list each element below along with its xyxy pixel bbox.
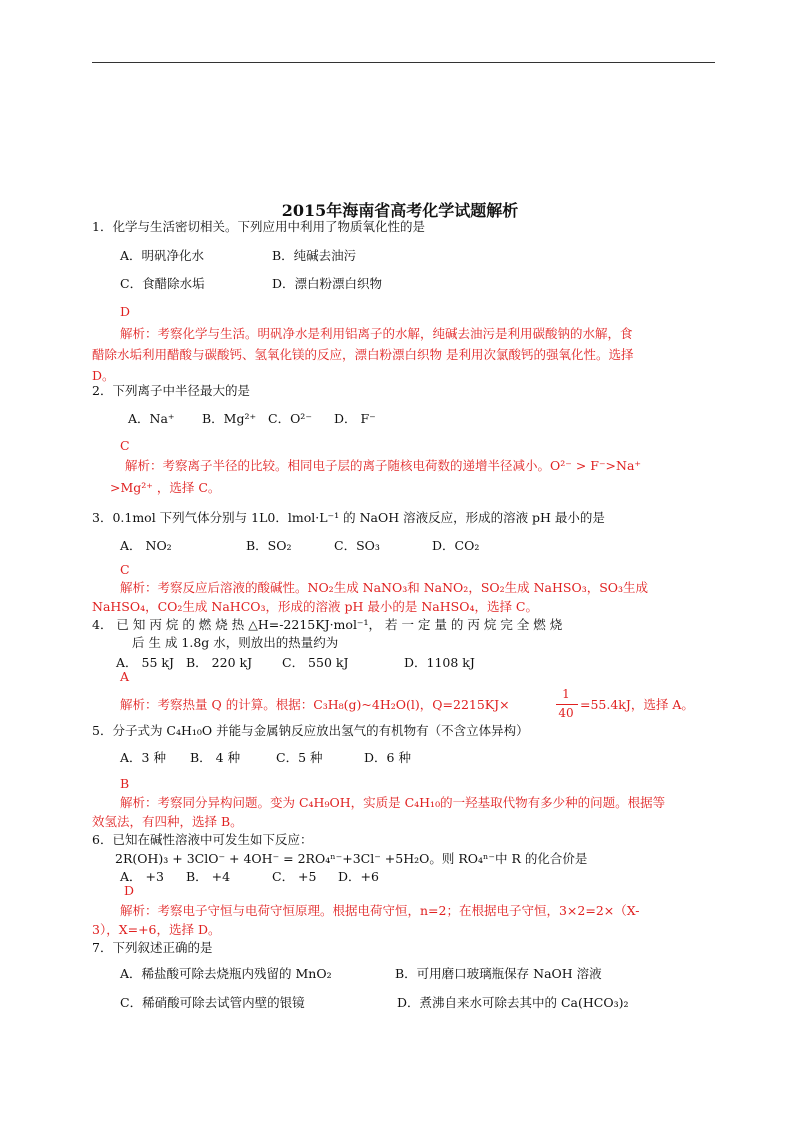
q5-option-a: A．3 种 (120, 750, 166, 765)
q2-option-a: A．Na⁺ (128, 411, 175, 426)
q5-answer: B (120, 776, 130, 791)
q3-explanation-line2: NaHSO₄，CO₂生成 NaHCO₃，形成的溶液 pH 最小的是 NaHSO₄，选择 C。 (92, 599, 538, 614)
q1-explanation-line2: 醋除水垢利用醋酸与碳酸钙、氢氧化镁的反应，漂白粉漂白织物 是利用次氯酸钙的强氧化性。选择 (92, 347, 634, 362)
q5-stem: 5．分子式为 C₄H₁₀O 并能与金属钠反应放出氢气的有机物有（不含立体异构） (92, 723, 529, 738)
q6-option-c: C． +5 (272, 869, 317, 884)
q1-option-b: B．纯碱去油污 (272, 248, 357, 263)
q5-explanation-line2: 效氢法，有四种，选择 B。 (92, 814, 243, 829)
q7-option-c: C．稀硝酸可除去试管内壁的银镜 (120, 995, 305, 1010)
header-rule (92, 62, 715, 63)
q7-option-d: D．煮沸自来水可除去其中的 Ca(HCO₃)₂ (397, 995, 629, 1010)
q3-option-c: C．SO₃ (334, 538, 380, 553)
q6-explanation-line2: 3），X=+6，选择 D。 (92, 922, 221, 937)
q1-answer: D (120, 304, 131, 319)
q2-option-b: B．Mg²⁺ (202, 411, 257, 426)
q6-answer: D (124, 883, 135, 898)
q4-stem-line1: 4． 已 知 丙 烷 的 燃 烧 热 △H=-2215KJ·mol⁻¹， 若 一 定 量 的 丙 烷 完 全 燃 烧 (92, 617, 563, 632)
q6-stem-line1: 6．已知在碱性溶液中可发生如下反应： (92, 832, 313, 847)
q6-option-a: A． +3 (120, 869, 164, 884)
q4-option-c: C． 550 kJ (282, 655, 349, 670)
q1-option-d: D．漂白粉漂白织物 (272, 276, 383, 291)
q2-option-d: D． F⁻ (334, 411, 376, 426)
q7-stem: 7．下列叙述正确的是 (92, 940, 213, 955)
q5-option-b: B． 4 种 (190, 750, 241, 765)
q5-option-d: D．6 种 (364, 750, 411, 765)
q3-option-b: B．SO₂ (246, 538, 292, 553)
q3-option-a: A． NO₂ (120, 538, 172, 553)
page-title: 2015年海南省高考化学试题解析 (281, 201, 519, 220)
q6-explanation-line1: 解析：考察电子守恒与电荷守恒原理。根据电荷守恒，n=2；在根据电子守恒，3×2=2×（X- (120, 903, 640, 918)
q2-explanation-line1: 解析：考察离子半径的比较。相同电子层的离子随核电荷数的递增半径减小。O²⁻ > F⁻>Na⁺ (125, 458, 642, 473)
q2-stem: 2．下列离子中半径最大的是 (92, 383, 250, 398)
q4-answer: A (120, 669, 130, 684)
q7-option-a: A．稀盐酸可除去烧瓶内残留的 MnO₂ (120, 966, 332, 981)
q1-explanation-line3: D。 (92, 368, 115, 383)
q7-option-b: B．可用磨口玻璃瓶保存 NaOH 溶液 (395, 966, 602, 981)
q4-fraction-numerator: 1 (562, 687, 570, 701)
q3-explanation-line1: 解析：考察反应后溶液的酸碱性。NO₂生成 NaNO₃和 NaNO₂，SO₂生成 NaHSO₃，SO₃生成 (120, 580, 649, 595)
q1-explanation-line1: 解析：考察化学与生活。明矾净水是利用铝离子的水解，纯碱去油污是利用碳酸钠的水解，食 (120, 326, 633, 341)
q1-option-c: C．食醋除水垢 (120, 276, 205, 291)
q1-stem: 1．化学与生活密切相关。下列应用中利用了物质氧化性的是 (92, 219, 425, 234)
q3-stem: 3．0.1mol 下列气体分别与 1L0．lmol·L⁻¹ 的 NaOH 溶液反应，形成的溶液 pH 最小的是 (92, 510, 605, 525)
q4-fraction-denominator: 40 (558, 706, 574, 720)
q5-option-c: C．5 种 (276, 750, 323, 765)
q4-fraction-bar (556, 704, 578, 705)
q1-option-a: A．明矾净化水 (120, 248, 205, 263)
q4-option-b: B． 220 kJ (186, 655, 253, 670)
q6-option-b: B． +4 (186, 869, 231, 884)
q2-explanation-line2: >Mg²⁺ ，选择 C。 (110, 480, 221, 495)
q2-option-c: C．O²⁻ (268, 411, 312, 426)
q3-answer: C (120, 562, 130, 577)
q4-option-d: D．1108 kJ (404, 655, 475, 670)
q3-option-d: D．CO₂ (432, 538, 480, 553)
q4-option-a: A． 55 kJ (116, 655, 174, 670)
q2-answer: C (120, 438, 130, 453)
q4-explanation-line2: =55.4kJ，选择 A。 (580, 697, 694, 712)
q4-stem-line2: 后 生 成 1.8g 水，则放出的热量约为 (132, 635, 339, 650)
q5-explanation-line1: 解析：考察同分异构问题。变为 C₄H₉OH，实质是 C₄H₁₀的一羟基取代物有多少种的问题。根据等 (120, 795, 666, 810)
q6-option-d: D．+6 (338, 869, 379, 884)
q4-explanation-line1: 解析：考察热量 Q 的计算。根据：C₃H₈(g)~4H₂O(l)，Q=2215KJ× (120, 697, 510, 712)
q6-stem-line2: 2R(OH)₃ + 3ClO⁻ + 4OH⁻ = 2RO₄ⁿ⁻+3Cl⁻ +5H₂O。则 RO₄ⁿ⁻中 R 的化合价是 (115, 851, 588, 866)
